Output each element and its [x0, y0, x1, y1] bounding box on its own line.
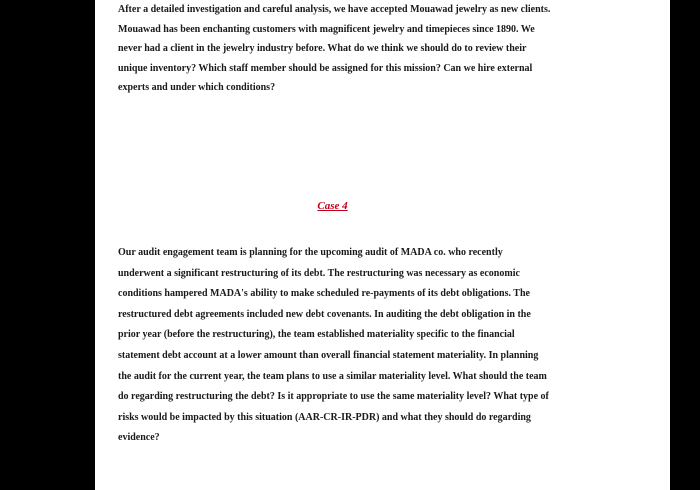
left-black-bar [0, 0, 95, 490]
paragraph-case-3-text: After a detailed investigation and careful analysis, we have accepted Mouawad jewelry as new clients. Mouawad has been enchanting customers with magnificent jewelry and timepieces since 1890. We never had a client in the jewelry industry before. What do we think we should do to review their unique inventory? Which staff member should be assigned for this mission? Can we hire external experts and under which conditions? [118, 4, 551, 94]
case-4-heading: Case 4 [317, 200, 348, 212]
paragraph-case-4-text: Our audit engagement team is planning for the upcoming audit of MADA co. who recently underwent a significant restructuring of its debt. The restructuring was necessary as economic conditions hampered MADA's ability to make scheduled re-payments of its debt obligations. The restructured debt agreements included new debt covenants. In auditing the debt obligation in the prior year (before the restructuring), the team established materiality specific to the financial statement debt account at a lower amount than overall financial statement materiality. In planning the audit for the current year, the team plans to use a similar materiality level. What should the team do regarding restructuring the debt? Is it appropriate to use the same materiality level? What type of risks would be impacted by this situation (AAR-CR-IR-PDR) and what they should do regarding evidence? [118, 247, 549, 444]
document-page [95, 0, 670, 490]
right-black-bar [670, 0, 700, 490]
